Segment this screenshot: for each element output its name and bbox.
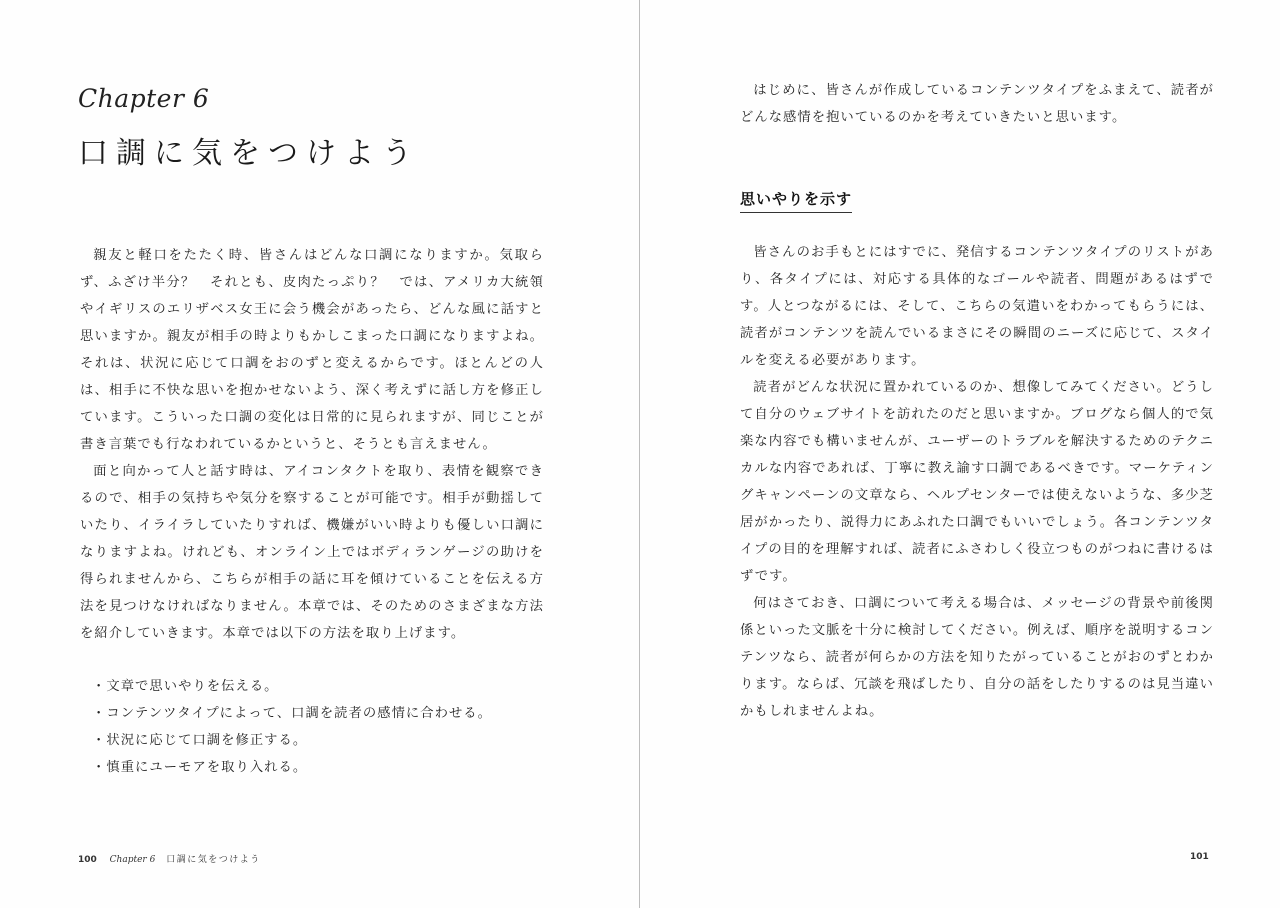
list-item: ・ 文章で思いやりを伝える。 <box>92 673 492 700</box>
left-footer <box>78 852 261 865</box>
list-item: ・ 慎重にユーモアを取り入れる。 <box>92 754 492 781</box>
paragraph: 面と向かって人と話す時は、アイコンタクトを取り、表情を観察できるので、相手の気持ちや気分を察することが可能です。相手が動揺していたり、イライラしていたりすれば、機嫌がいい時よりも優しい口調になりますよね。けれども、オンライン上ではボディランゲージの助けを得られませんから、こちらが相手の話に耳を傾けていることを伝える方法を見つけなければなりません。本章では、そのためのさまざまな方法を紹介していきます。本章では以下の方法を取り上げます。 <box>80 464 544 641</box>
paragraph: 親友と軽口をたたく時、皆さんはどんな口調になりますか。気取らず、ふざけ半分？ それとも、皮肉たっぷり？ では、アメリカ大統領やイギリスのエリザベス女王に会う機会があったら、どんな風に話すと思いますか。親友が相手の時よりもかしこまった口調になりますよね。それは、状況に応じて口調をおのずと変えるからです。ほとんどの人は、相手に不快な思いを抱かせないよう、深く考えずに話し方を修正しています。こういった口調の変化は日常的に見られますが、同じことが書き言葉でも行なわれているかというと、そうとも言えません。 <box>80 248 544 452</box>
method-list <box>92 673 492 781</box>
paragraph: はじめに、皆さんが作成しているコンテンツタイプをふまえて、読者がどんな感情を抱いているのかを考えていきたいと思います。 <box>740 83 1214 125</box>
left-body-text <box>80 242 544 647</box>
running-chapter-title: 口調に気をつけよう <box>166 855 261 865</box>
paragraph: 何はさておき、口調について考える場合は、メッセージの背景や前後関係といった文脈を十分に検討してください。例えば、順序を説明するコンテンツなら、読者が何らかの方法を知りたがっていることがおのずとわかります。ならば、冗談を飛ばしたり、自分の話をしたりするのは見当違いかもしれませんよね。 <box>740 596 1214 719</box>
paragraph: 読者がどんな状況に置かれているのか、想像してみてください。どうして自分のウェブサイトを訪れたのだと思いますか。ブログなら個人的で気楽な内容でも構いませんが、ユーザーのトラブルを解決するためのテクニカルな内容であれば、丁寧に教え諭す口調であるべきです。マーケティングキャンペーンの文章なら、ヘルプセンターでは使えないような、多少芝居がかったり、説得力にあふれた口調でもいいでしょう。各コンテンツタイプの目的を理解すれば、読者にふさわしく役立つものがつねに書けるはずです。 <box>740 380 1214 584</box>
section-heading: 思いやりを示す <box>740 188 852 213</box>
right-body-text <box>740 239 1214 725</box>
chapter-label: Chapter 6 <box>78 84 210 113</box>
list-item: ・ コンテンツタイプによって、口調を読者の感情に合わせる。 <box>92 700 492 727</box>
list-item: ・ 状況に応じて口調を修正する。 <box>92 727 492 754</box>
page-number: 101 <box>1190 852 1209 862</box>
intro-text <box>740 77 1214 131</box>
paragraph: 皆さんのお手もとにはすでに、発信するコンテンツタイプのリストがあり、各タイプには、対応する具体的なゴールや読者、問題があるはずです。人とつながるには、そして、こちらの気遣いをわかってもらうには、読者がコンテンツを読んでいるまさにその瞬間のニーズに応じて、スタイルを変える必要があります。 <box>740 245 1214 368</box>
right-page <box>641 0 1280 908</box>
chapter-title: 口調に気をつけよう <box>78 136 420 171</box>
page-number: 100 <box>78 855 97 865</box>
running-chapter-label: Chapter 6 <box>109 855 156 865</box>
